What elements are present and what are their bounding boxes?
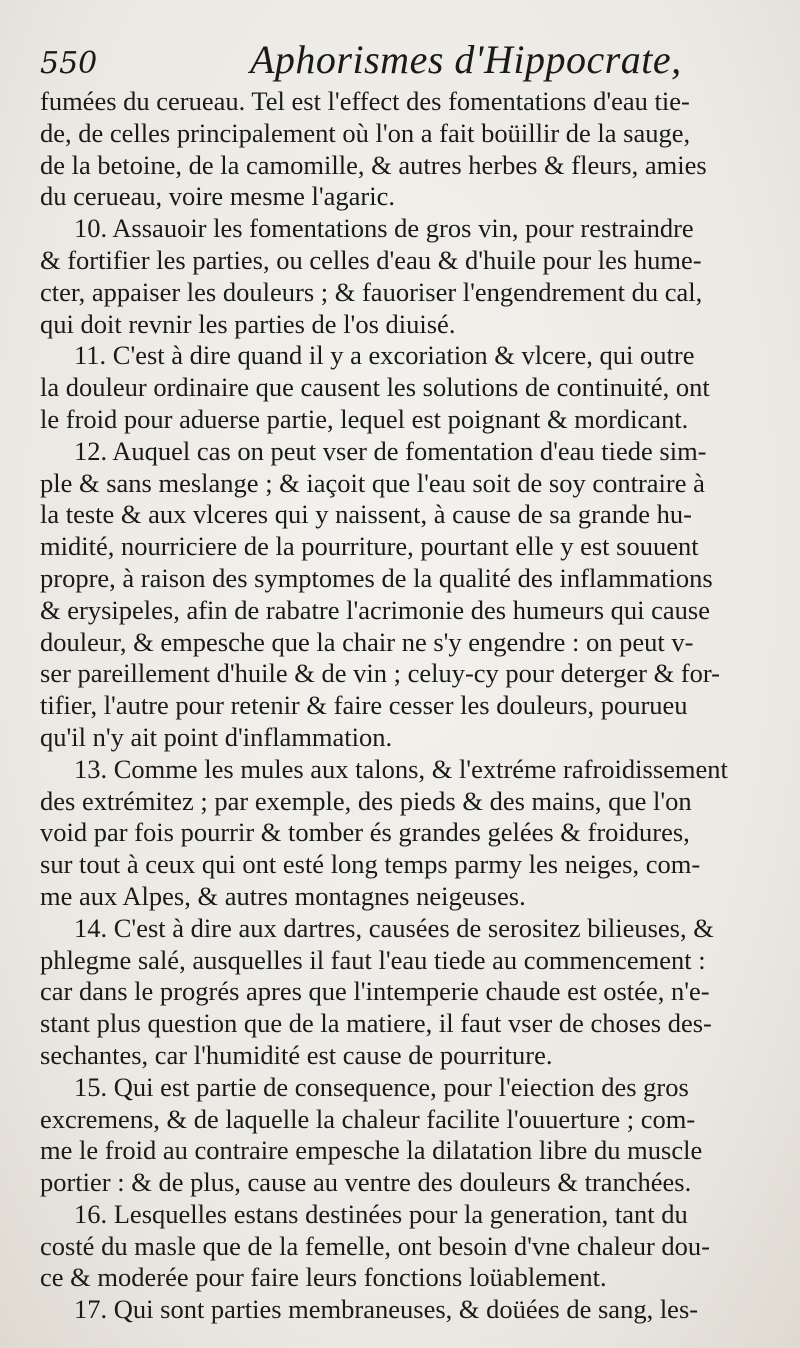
text-line: ple & sans meslange ; & iaçoit que l'eau soit de soy contraire à — [40, 467, 705, 498]
text-line: 10. Assauoir les fomentations de gros vin, pour restraindre — [74, 213, 694, 244]
text-line: qu'il n'y ait point d'inflammation. — [40, 721, 393, 752]
text-line: de la betoine, de la camomille, & autres herbes & fleurs, amies — [40, 149, 707, 180]
text-line: tifier, l'autre pour retenir & faire cesser les douleurs, pourueu — [40, 690, 688, 721]
text-line: stant plus question que de la matiere, il faut vser de choses des- — [40, 1008, 712, 1039]
text-line: du cerueau, voire mesme l'agaric. — [40, 181, 395, 212]
text-line: void par fois pourrir & tomber és grandes gelées & froidures, — [40, 817, 690, 848]
text-line: cter, appaiser les douleurs ; & fauoriser l'engendrement du cal, — [40, 276, 703, 307]
text-line: 15. Qui est partie de consequence, pour l'eiection des gros — [74, 1071, 689, 1102]
text-line: portier : & de plus, cause au ventre des douleurs & tranchées. — [40, 1167, 692, 1198]
text-line: la douleur ordinaire que causent les solutions de continuité, ont — [40, 372, 710, 403]
text-line: me le froid au contraire empesche la dilatation libre du muscle — [40, 1135, 703, 1166]
text-line: 14. C'est à dire aux dartres, causées de serositez bilieuses, & — [74, 912, 714, 943]
text-line: 13. Comme les mules aux talons, & l'extréme rafroidissement — [74, 753, 728, 784]
running-title: Aphorismes d'Hippocrate, — [250, 37, 682, 82]
text-line: douleur, & empesche que la chair ne s'y engendre : on peut v- — [40, 626, 694, 657]
text-line: car dans le progrés apres que l'intemperie chaude est ostée, n'e- — [40, 976, 710, 1007]
text-line: fumées du cerueau. Tel est l'effect des fomentations d'eau tie- — [40, 86, 690, 116]
text-line: la teste & aux vlceres qui y naissent, à cause de sa grande hu- — [40, 499, 692, 530]
text-line: & fortifier les parties, ou celles d'eau & d'huile pour les hume- — [40, 244, 702, 275]
text-line: des extrémitez ; par exemple, des pieds & des mains, que l'on — [40, 785, 692, 816]
text-line: 16. Lesquelles estans destinées pour la generation, tant du — [74, 1198, 688, 1229]
text-line: le froid pour aduerse partie, lequel est poignant & mordicant. — [40, 403, 689, 434]
text-line: sechantes, car l'humidité est cause de pourriture. — [40, 1039, 553, 1070]
text-line: ser pareillement d'huile & de vin ; celuy-cy pour deterger & for- — [40, 658, 720, 689]
text-line: midité, nourriciere de la pourriture, pourtant elle y est souuent — [40, 531, 699, 562]
text-line: qui doit revnir les parties de l'os diuisé. — [40, 308, 456, 339]
text-line: & erysipeles, afin de rabatre l'acrimonie des humeurs qui cause — [40, 594, 710, 625]
text-line: 12. Auquel cas on peut vser de fomentation d'eau tiede sim- — [74, 435, 707, 466]
text-line: 11. C'est à dire quand il y a excoriation & vlcere, qui outre — [74, 340, 695, 371]
body-text — [40, 86, 766, 1326]
text-line: phlegme salé, ausquelles il faut l'eau tiede au commencement : — [40, 944, 706, 975]
text-line: ce & moderée pour faire leurs fonctions loüablement. — [40, 1262, 607, 1293]
text-line: sur tout à ceux qui ont esté long temps parmy les neiges, com- — [40, 849, 701, 880]
text-line: 17. Qui sont parties membraneuses, & doüées de sang, les- — [74, 1294, 699, 1325]
page-number: 550 — [40, 46, 98, 81]
text-line: de, de celles principalement où l'on a fait boüillir de la sauge, — [40, 117, 691, 148]
text-line: excremens, & de laquelle la chaleur facilite l'ouuerture ; com- — [40, 1103, 696, 1134]
text-line: costé du masle que de la femelle, ont besoin d'vne chaleur dou- — [40, 1230, 710, 1261]
text-line: propre, à raison des symptomes de la qualité des inflammations — [40, 562, 713, 593]
text-line: me aux Alpes, & autres montagnes neigeuses. — [40, 880, 526, 911]
page-header — [40, 36, 766, 86]
